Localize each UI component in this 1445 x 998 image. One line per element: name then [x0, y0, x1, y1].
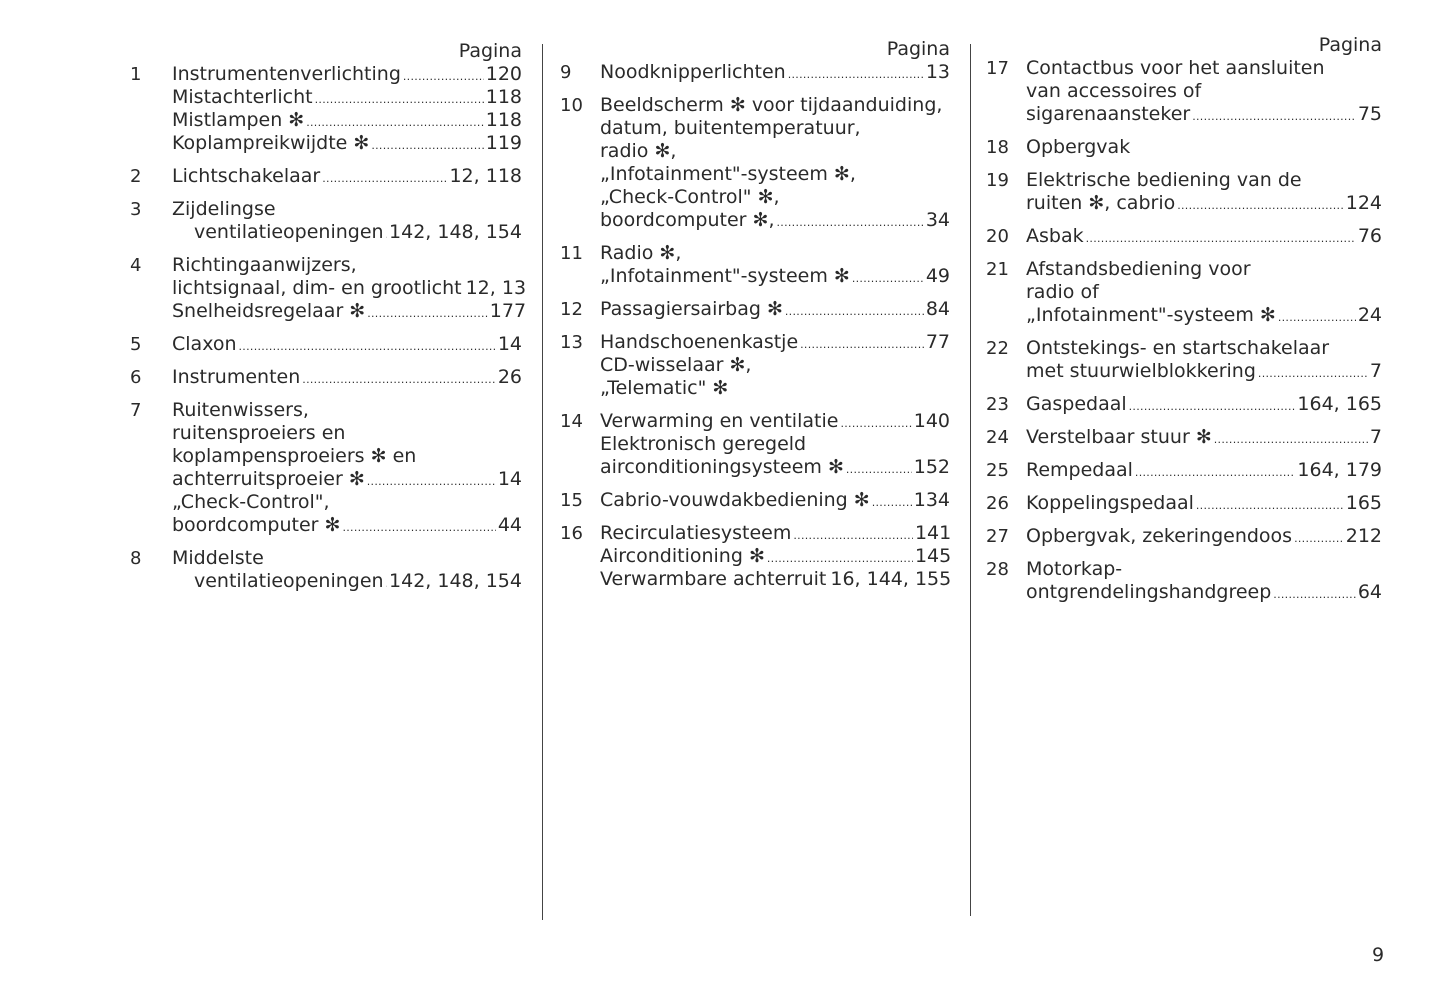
entry-line — [172, 547, 522, 570]
entry-text: Verwarming en ventilatie — [600, 410, 839, 432]
entry-number: 10 — [560, 95, 583, 116]
entry-text: sigarenaansteker — [1026, 103, 1191, 125]
entry-number: 11 — [560, 243, 583, 264]
entry-line — [1026, 525, 1382, 548]
entry-text: Afstandsbediening voor — [1026, 258, 1251, 280]
index-entry — [130, 198, 522, 244]
entry-line — [1026, 57, 1382, 80]
dot-leader — [322, 165, 447, 188]
dot-leader — [1129, 393, 1296, 416]
column-divider — [542, 44, 543, 920]
entry-text: Opbergvak — [1026, 136, 1131, 158]
page-reference: 24 — [1357, 304, 1382, 326]
entry-line — [1026, 192, 1382, 215]
entry-number: 16 — [560, 523, 583, 544]
entry-text: Verwarmbare achterruit — [600, 568, 827, 590]
index-entry — [986, 492, 1382, 515]
dot-leader — [1196, 492, 1344, 515]
entry-line — [172, 254, 526, 277]
page-reference: 7 — [1369, 360, 1382, 382]
entry-line — [600, 354, 950, 377]
page-reference: 49 — [925, 265, 950, 287]
entry-lines — [1026, 492, 1382, 515]
dot-leader — [403, 63, 484, 86]
entry-line — [600, 410, 950, 433]
entry-line — [600, 545, 951, 568]
entry-line — [1026, 225, 1382, 248]
entry-text: radio of — [1026, 281, 1099, 303]
entry-text: Snelheidsregelaar ✻ — [172, 300, 366, 322]
entry-line — [172, 399, 522, 422]
entry-lines — [172, 399, 522, 537]
dot-leader — [1192, 103, 1356, 126]
entry-lines — [172, 198, 522, 244]
entry-text: Rempedaal — [1026, 459, 1133, 481]
entry-line — [1026, 558, 1382, 581]
column-3 — [986, 34, 1382, 614]
page-reference: 26 — [497, 366, 522, 388]
page-reference: 165 — [1345, 492, 1382, 514]
entry-line — [600, 186, 950, 209]
entry-text: airconditioningsysteem ✻ — [600, 456, 844, 478]
page-reference: 164, 179 — [1297, 459, 1382, 481]
index-entry — [986, 136, 1382, 159]
entry-lines — [1026, 136, 1382, 159]
dot-leader — [1278, 304, 1356, 327]
entry-text: Contactbus voor het aansluiten — [1026, 57, 1325, 79]
entry-text: met stuurwielblokkering — [1026, 360, 1256, 382]
entry-line — [172, 198, 522, 221]
entry-line — [1026, 459, 1382, 482]
index-entry — [130, 333, 522, 356]
entry-text: Cabrio-vouwdakbediening ✻ — [600, 489, 870, 511]
entry-lines — [1026, 393, 1382, 416]
index-entry — [986, 426, 1382, 449]
entry-line — [600, 265, 950, 288]
dot-leader — [840, 410, 911, 433]
entry-line — [600, 298, 950, 321]
entry-line — [1026, 169, 1382, 192]
entry-text: Verstelbaar stuur ✻ — [1026, 426, 1212, 448]
entry-text: achterruitsproeier ✻ — [172, 468, 365, 490]
page-reference: 124 — [1345, 192, 1382, 214]
index-entry — [986, 459, 1382, 482]
entry-text: radio ✻, — [600, 140, 677, 162]
entry-number: 15 — [560, 490, 583, 511]
entry-text: lichtsignaal, dim- en grootlicht — [172, 277, 462, 299]
entry-text: ontgrendelingshandgreep — [1026, 581, 1272, 603]
page-reference: 7 — [1369, 426, 1382, 448]
index-entry — [130, 165, 522, 188]
entry-line — [600, 117, 950, 140]
entry-text: Lichtschakelaar — [172, 165, 321, 187]
page-reference: 141 — [914, 522, 952, 544]
entry-text: boordcomputer ✻ — [172, 514, 341, 536]
entry-text: ventilatieopeningen — [194, 570, 384, 592]
entry-lines — [172, 63, 522, 155]
dot-leader — [785, 298, 924, 321]
entry-line — [1026, 136, 1382, 159]
entry-text: Opbergvak, zekeringendoos — [1026, 525, 1293, 547]
dot-leader — [239, 333, 496, 356]
entry-line — [172, 422, 522, 445]
dot-leader — [386, 570, 387, 593]
entry-text: Elektronisch geregeld — [600, 433, 807, 455]
index-entry — [130, 63, 522, 155]
entry-text: „Infotainment"-systeem ✻ — [600, 265, 850, 287]
entry-text: Handschoenenkastje — [600, 331, 799, 353]
page-reference: 145 — [914, 545, 952, 567]
entry-text: Radio ✻, — [600, 242, 682, 264]
page-reference: 77 — [925, 331, 950, 353]
dot-leader — [852, 265, 924, 288]
entry-text: Recirculatiesysteem — [600, 522, 792, 544]
entry-text: Claxon — [172, 333, 237, 355]
column-divider — [970, 44, 971, 916]
entry-text: „Infotainment"-systeem ✻ — [1026, 304, 1276, 326]
entry-line — [600, 433, 950, 456]
entry-text: „Infotainment"-systeem ✻, — [600, 163, 856, 185]
dot-leader — [1135, 459, 1295, 482]
entry-number: 21 — [986, 259, 1009, 280]
entry-text: koplampensproeiers ✻ en — [172, 445, 417, 467]
page-number: 9 — [1372, 944, 1385, 966]
entry-lines — [1026, 558, 1382, 604]
page-reference: 177 — [489, 300, 527, 322]
entry-line — [600, 209, 950, 232]
entry-line — [172, 570, 522, 593]
entry-text: Ruitenwissers, — [172, 399, 309, 421]
entry-number: 12 — [560, 299, 583, 320]
pagina-header: Pagina — [458, 40, 522, 62]
entry-text: Richtingaanwijzers, — [172, 254, 357, 276]
entry-text: Elektrische bediening van de — [1026, 169, 1302, 191]
entry-text: ruitensproeiers en — [172, 422, 346, 444]
page-reference: 44 — [497, 514, 522, 536]
entry-line — [600, 242, 950, 265]
dot-leader — [306, 109, 484, 132]
entry-text: Gaspedaal — [1026, 393, 1127, 415]
index-entry — [986, 258, 1382, 327]
page-reference: 134 — [913, 489, 950, 511]
entry-number: 28 — [986, 559, 1009, 580]
dot-leader — [1273, 581, 1356, 604]
entry-lines — [600, 410, 950, 479]
dot-leader — [767, 545, 913, 568]
entry-line — [172, 132, 522, 155]
entry-number: 9 — [560, 62, 572, 83]
entry-number: 4 — [130, 255, 142, 276]
entry-number: 20 — [986, 226, 1009, 247]
entry-text: ventilatieopeningen — [194, 221, 384, 243]
entry-text: „Check-Control" ✻, — [600, 186, 780, 208]
entry-number: 5 — [130, 334, 142, 355]
entry-line — [600, 489, 950, 512]
entry-number: 25 — [986, 460, 1009, 481]
entry-number: 24 — [986, 427, 1009, 448]
entry-number: 3 — [130, 199, 142, 220]
entry-line — [600, 331, 950, 354]
dot-leader — [302, 366, 496, 389]
index-entry — [560, 489, 950, 512]
page-reference: 34 — [925, 209, 950, 231]
entry-text: boordcomputer ✻, — [600, 209, 775, 231]
entry-lines — [600, 489, 950, 512]
entry-line — [172, 366, 522, 389]
index-entry — [130, 254, 527, 323]
index-entry — [560, 522, 950, 591]
entry-line — [172, 445, 522, 468]
entry-line — [172, 491, 522, 514]
page-reference: 13 — [925, 61, 950, 83]
entry-text: Noodknipperlichten — [600, 61, 786, 83]
entry-number: 18 — [986, 137, 1009, 158]
entry-lines — [600, 61, 950, 84]
dot-leader — [371, 132, 483, 155]
page-reference: 164, 165 — [1297, 393, 1382, 415]
entry-lines — [600, 242, 950, 288]
entry-text: Instrumenten — [172, 366, 301, 388]
entry-text: Koplampreikwijdte ✻ — [172, 132, 370, 154]
entry-lines — [1026, 169, 1382, 215]
entry-lines — [600, 522, 951, 591]
dot-leader — [1258, 360, 1368, 383]
index-entry — [130, 399, 522, 537]
index-entry — [560, 410, 950, 479]
entry-lines — [600, 298, 950, 321]
entry-number: 17 — [986, 58, 1009, 79]
entry-line — [1026, 281, 1382, 304]
index-entry — [560, 298, 950, 321]
index-entry — [986, 525, 1382, 548]
entry-line — [1026, 258, 1382, 281]
entry-text: Ontstekings- en startschakelaar — [1026, 337, 1330, 359]
entry-number: 23 — [986, 394, 1009, 415]
index-entry — [560, 94, 950, 232]
entry-lines — [1026, 258, 1382, 327]
dot-leader — [1086, 225, 1356, 248]
entry-line — [172, 333, 522, 356]
page-reference: 142, 148, 154 — [389, 221, 522, 243]
entry-lines — [1026, 225, 1382, 248]
entry-number: 13 — [560, 332, 583, 353]
entry-number: 27 — [986, 526, 1009, 547]
entry-lines — [172, 366, 522, 389]
entry-number: 14 — [560, 411, 583, 432]
dot-leader — [1177, 192, 1344, 215]
entry-text: datum, buitentemperatuur, — [600, 117, 861, 139]
entry-number: 1 — [130, 64, 142, 85]
entry-line — [1026, 426, 1382, 449]
page-reference: 152 — [913, 456, 950, 478]
entry-line — [172, 165, 522, 188]
page-reference: 16, 144, 155 — [830, 568, 952, 590]
entry-number: 26 — [986, 493, 1009, 514]
pagina-header: Pagina — [1318, 34, 1382, 56]
entry-text: CD-wisselaar ✻, — [600, 354, 752, 376]
page-reference: 84 — [925, 298, 950, 320]
index-entry — [986, 393, 1382, 416]
page-reference: 76 — [1357, 225, 1382, 247]
entry-line — [172, 221, 522, 244]
entry-lines — [172, 254, 526, 323]
entry-text: Motorkap- — [1026, 558, 1123, 580]
entry-text: Middelste — [172, 547, 264, 569]
page-reference: 64 — [1357, 581, 1382, 603]
entry-lines — [1026, 337, 1382, 383]
entry-line — [600, 456, 950, 479]
entry-text: „Check-Control", — [172, 491, 330, 513]
page-reference: 142, 148, 154 — [389, 570, 522, 592]
page-reference: 140 — [913, 410, 950, 432]
page-reference: 120 — [485, 63, 522, 85]
index-entry — [986, 169, 1382, 215]
entry-text: Koppelingspedaal — [1026, 492, 1194, 514]
entry-line — [1026, 581, 1382, 604]
page-reference: 14 — [497, 468, 522, 490]
entry-text: Mistlampen ✻ — [172, 109, 305, 131]
entry-line — [1026, 80, 1382, 103]
entry-lines — [1026, 426, 1382, 449]
entry-line — [172, 300, 526, 323]
entry-text: van accessoires of — [1026, 80, 1202, 102]
index-entry — [986, 225, 1382, 248]
dot-leader — [386, 221, 387, 244]
entry-text: Passagiersairbag ✻ — [600, 298, 783, 320]
dot-leader — [788, 61, 924, 84]
entry-text: Instrumentenverlichting — [172, 63, 401, 85]
entry-number: 2 — [130, 166, 142, 187]
dot-leader — [1294, 525, 1344, 548]
index-entry — [986, 558, 1382, 604]
entry-line — [1026, 393, 1382, 416]
entry-line — [172, 86, 522, 109]
index-entry — [560, 61, 950, 84]
dot-leader — [1214, 426, 1368, 449]
entry-lines — [172, 165, 522, 188]
entry-text: Airconditioning ✻ — [600, 545, 765, 567]
entry-text: Zijdelingse — [172, 198, 276, 220]
pagina-header: Pagina — [886, 38, 950, 60]
entry-list — [560, 61, 950, 591]
entry-list — [130, 63, 527, 593]
dot-leader — [793, 522, 913, 545]
entry-line — [600, 163, 950, 186]
dot-leader — [776, 209, 923, 232]
dot-leader — [872, 489, 912, 512]
page-reference: 75 — [1357, 103, 1382, 125]
column-2 — [560, 38, 950, 601]
entry-text: Beeldscherm ✻ voor tijdaanduiding, — [600, 94, 943, 116]
entry-lines — [1026, 459, 1382, 482]
index-entry — [130, 366, 522, 389]
index-entry — [986, 337, 1382, 383]
entry-lines — [1026, 525, 1382, 548]
page-reference: 12, 118 — [449, 165, 522, 187]
dot-leader — [846, 456, 912, 479]
entry-line — [172, 63, 522, 86]
entry-line — [600, 94, 950, 117]
entry-line — [600, 61, 950, 84]
dot-leader — [800, 331, 924, 354]
page-reference: 119 — [485, 132, 522, 154]
page-reference: 14 — [497, 333, 522, 355]
entry-line — [172, 109, 522, 132]
dot-leader — [315, 86, 484, 109]
dot-leader — [367, 300, 488, 323]
entry-lines — [172, 333, 522, 356]
page-reference: 12, 13 — [465, 277, 527, 299]
column-1 — [130, 40, 527, 603]
entry-line — [172, 468, 522, 491]
entry-number: 7 — [130, 400, 142, 421]
dot-leader — [342, 514, 495, 537]
dot-leader — [367, 468, 496, 491]
entry-line — [172, 277, 526, 300]
entry-line — [1026, 103, 1382, 126]
entry-number: 8 — [130, 548, 142, 569]
entry-text: Mistachterlicht — [172, 86, 313, 108]
entry-text: Asbak — [1026, 225, 1084, 247]
entry-line — [1026, 492, 1382, 515]
entry-number: 6 — [130, 367, 142, 388]
index-entry — [560, 242, 950, 288]
entry-lines — [172, 547, 522, 593]
entry-line — [600, 140, 950, 163]
page-reference: 118 — [485, 86, 522, 108]
entry-line — [1026, 360, 1382, 383]
index-entry — [986, 57, 1382, 126]
entry-number: 22 — [986, 338, 1009, 359]
entry-line — [600, 377, 950, 400]
entry-line — [600, 522, 951, 545]
entry-line — [1026, 337, 1382, 360]
entry-list — [986, 57, 1382, 604]
entry-text: ruiten ✻, cabrio — [1026, 192, 1176, 214]
entry-lines — [600, 331, 950, 400]
entry-line — [600, 568, 951, 591]
index-entry — [130, 547, 522, 593]
entry-lines — [600, 94, 950, 232]
page-reference: 212 — [1345, 525, 1382, 547]
entry-lines — [1026, 57, 1382, 126]
index-entry — [560, 331, 950, 400]
page-reference: 118 — [485, 109, 522, 131]
entry-text: „Telematic" ✻ — [600, 377, 729, 399]
entry-line — [1026, 304, 1382, 327]
entry-number: 19 — [986, 170, 1009, 191]
entry-line — [172, 514, 522, 537]
